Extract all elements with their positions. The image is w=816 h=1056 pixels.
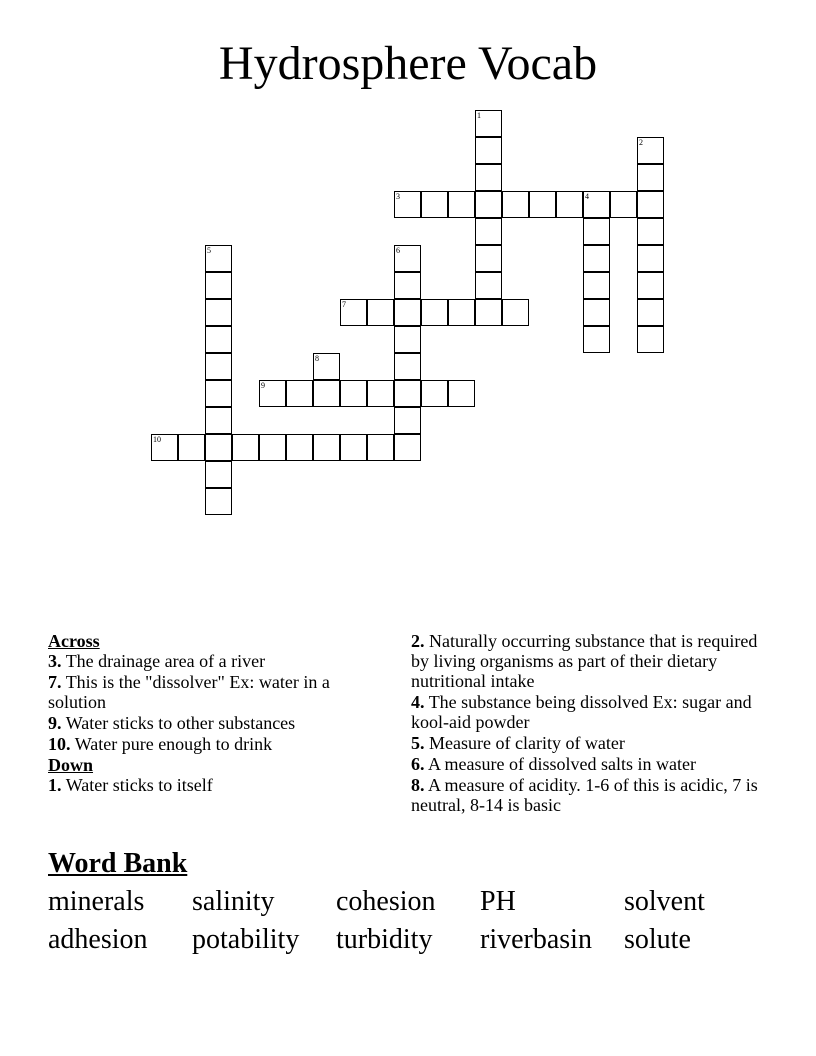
cell-number: 5 xyxy=(207,246,211,255)
page-title: Hydrosphere Vocab xyxy=(218,37,598,90)
word-bank-word: riverbasin xyxy=(480,924,592,955)
clue-item xyxy=(48,734,388,754)
cell-number: 7 xyxy=(342,300,346,309)
crossword-cell[interactable] xyxy=(367,434,394,461)
crossword-cell[interactable] xyxy=(205,272,232,299)
crossword-cell[interactable] xyxy=(205,380,232,407)
word-bank-word: PH xyxy=(480,886,516,917)
crossword-cell[interactable] xyxy=(259,380,286,407)
cell-number: 8 xyxy=(315,354,319,363)
crossword-cell[interactable] xyxy=(529,191,556,218)
clue-item xyxy=(411,631,761,691)
cell-number: 6 xyxy=(396,246,400,255)
cell-number: 3 xyxy=(396,192,400,201)
clue-text: The drainage area of a river xyxy=(65,651,266,671)
crossword-cell[interactable] xyxy=(178,434,205,461)
crossword-cell[interactable] xyxy=(502,191,529,218)
crossword-cell[interactable] xyxy=(583,272,610,299)
crossword-cell[interactable] xyxy=(637,272,664,299)
clue-text: This is the "dissolver" Ex: water in a solution xyxy=(48,672,330,712)
crossword-cell[interactable] xyxy=(286,380,313,407)
clue-item xyxy=(411,754,761,774)
crossword-cell[interactable] xyxy=(394,407,421,434)
across-clue-list xyxy=(48,651,388,754)
crossword-cell[interactable] xyxy=(394,326,421,353)
crossword-cell[interactable] xyxy=(637,245,664,272)
crossword-cell[interactable] xyxy=(205,353,232,380)
clue-text: Water sticks to other substances xyxy=(65,713,296,733)
word-bank-word: salinity xyxy=(192,886,275,917)
clue-item xyxy=(411,775,761,815)
clue-item xyxy=(411,733,761,753)
clue-number: 7. xyxy=(48,672,62,692)
clue-text: Measure of clarity of water xyxy=(429,733,625,753)
clue-number: 4. xyxy=(411,692,425,712)
word-bank-word: turbidity xyxy=(336,924,433,955)
crossword-cell[interactable] xyxy=(259,434,286,461)
cell-number: 9 xyxy=(261,381,265,390)
down-clue-list-continued xyxy=(411,631,761,815)
crossword-cell[interactable] xyxy=(637,164,664,191)
down-clue-list xyxy=(48,775,388,795)
crossword-cell[interactable] xyxy=(637,299,664,326)
cell-number: 4 xyxy=(585,192,589,201)
crossword-cell[interactable] xyxy=(583,218,610,245)
clue-number: 2. xyxy=(411,631,425,651)
clue-number: 1. xyxy=(48,775,62,795)
clue-item xyxy=(48,775,388,795)
crossword-cell[interactable] xyxy=(448,380,475,407)
clue-item xyxy=(48,672,388,712)
clue-text: A measure of acidity. 1-6 of this is acidic, 7 is neutral, 8-14 is basic xyxy=(411,775,758,815)
crossword-cell[interactable] xyxy=(205,407,232,434)
word-bank xyxy=(48,884,768,960)
word-bank-word: adhesion xyxy=(48,924,148,955)
word-bank-row xyxy=(48,884,768,922)
crossword-cell[interactable] xyxy=(637,326,664,353)
clue-item xyxy=(48,713,388,733)
clue-item xyxy=(48,651,388,671)
crossword-cell[interactable] xyxy=(475,299,502,326)
crossword-cell[interactable] xyxy=(394,380,421,407)
crossword-cell[interactable] xyxy=(637,218,664,245)
word-bank-word: potability xyxy=(192,924,300,955)
crossword-cell[interactable] xyxy=(286,434,313,461)
crossword-cell[interactable] xyxy=(610,191,637,218)
crossword-cell[interactable] xyxy=(421,380,448,407)
cell-number: 1 xyxy=(477,111,481,120)
clue-text: Naturally occurring substance that is required by living organisms as part of their dietary nutritional intake xyxy=(411,631,758,691)
clues-left-column xyxy=(48,631,388,796)
crossword-cell[interactable] xyxy=(340,434,367,461)
crossword-cell[interactable] xyxy=(448,191,475,218)
crossword-cell[interactable] xyxy=(475,218,502,245)
crossword-cell[interactable] xyxy=(475,137,502,164)
crossword-cell[interactable] xyxy=(394,434,421,461)
clue-text: Water sticks to itself xyxy=(65,775,213,795)
clue-number: 3. xyxy=(48,651,62,671)
cell-number: 2 xyxy=(639,138,643,147)
word-bank-row xyxy=(48,922,768,960)
crossword-cell[interactable] xyxy=(367,299,394,326)
word-bank-word: cohesion xyxy=(336,886,436,917)
crossword-cell[interactable] xyxy=(556,191,583,218)
clues-right-column xyxy=(411,631,761,816)
crossword-cell[interactable] xyxy=(151,434,178,461)
crossword-cell[interactable] xyxy=(583,299,610,326)
crossword-cell[interactable] xyxy=(367,380,394,407)
crossword-cell[interactable] xyxy=(205,461,232,488)
crossword-cell[interactable] xyxy=(340,380,367,407)
crossword-cell[interactable] xyxy=(421,191,448,218)
clue-text: The substance being dissolved Ex: sugar and kool-aid powder xyxy=(411,692,752,732)
crossword-cell[interactable] xyxy=(421,299,448,326)
cell-number: 10 xyxy=(153,435,161,444)
crossword-cell[interactable] xyxy=(637,137,664,164)
across-heading: Across xyxy=(48,631,100,651)
down-heading: Down xyxy=(48,755,94,775)
clue-number: 10. xyxy=(48,734,71,754)
word-bank-word: solvent xyxy=(624,886,705,917)
crossword-cell[interactable] xyxy=(448,299,475,326)
crossword-cell[interactable] xyxy=(394,299,421,326)
clue-text: A measure of dissolved salts in water xyxy=(428,754,696,774)
crossword-cell[interactable] xyxy=(313,353,340,380)
clue-number: 5. xyxy=(411,733,425,753)
crossword-cell[interactable] xyxy=(475,191,502,218)
crossword-cell[interactable] xyxy=(637,191,664,218)
crossword-cell[interactable] xyxy=(583,326,610,353)
crossword-cell[interactable] xyxy=(205,326,232,353)
crossword-cell[interactable] xyxy=(232,434,259,461)
word-bank-word: solute xyxy=(624,924,691,955)
crossword-cell[interactable] xyxy=(394,191,421,218)
crossword-cell[interactable] xyxy=(205,299,232,326)
crossword-cell[interactable] xyxy=(475,272,502,299)
crossword-cell[interactable] xyxy=(475,164,502,191)
crossword-cell[interactable] xyxy=(313,380,340,407)
clue-number: 8. xyxy=(411,775,425,795)
crossword-cell[interactable] xyxy=(502,299,529,326)
word-bank-heading: Word Bank xyxy=(48,848,188,879)
word-bank-word: minerals xyxy=(48,886,145,917)
crossword-cell[interactable] xyxy=(394,353,421,380)
crossword-cell[interactable] xyxy=(475,110,502,137)
clue-number: 6. xyxy=(411,754,425,774)
clue-text: Water pure enough to drink xyxy=(74,734,273,754)
clue-item xyxy=(411,692,761,732)
crossword-cell[interactable] xyxy=(394,245,421,272)
crossword-cell[interactable] xyxy=(394,272,421,299)
clue-number: 9. xyxy=(48,713,62,733)
crossword-cell[interactable] xyxy=(205,434,232,461)
crossword-cell[interactable] xyxy=(340,299,367,326)
crossword-cell[interactable] xyxy=(205,488,232,515)
crossword-cell[interactable] xyxy=(583,245,610,272)
crossword-cell[interactable] xyxy=(205,245,232,272)
crossword-cell[interactable] xyxy=(475,245,502,272)
crossword-cell[interactable] xyxy=(313,434,340,461)
crossword-cell[interactable] xyxy=(583,191,610,218)
